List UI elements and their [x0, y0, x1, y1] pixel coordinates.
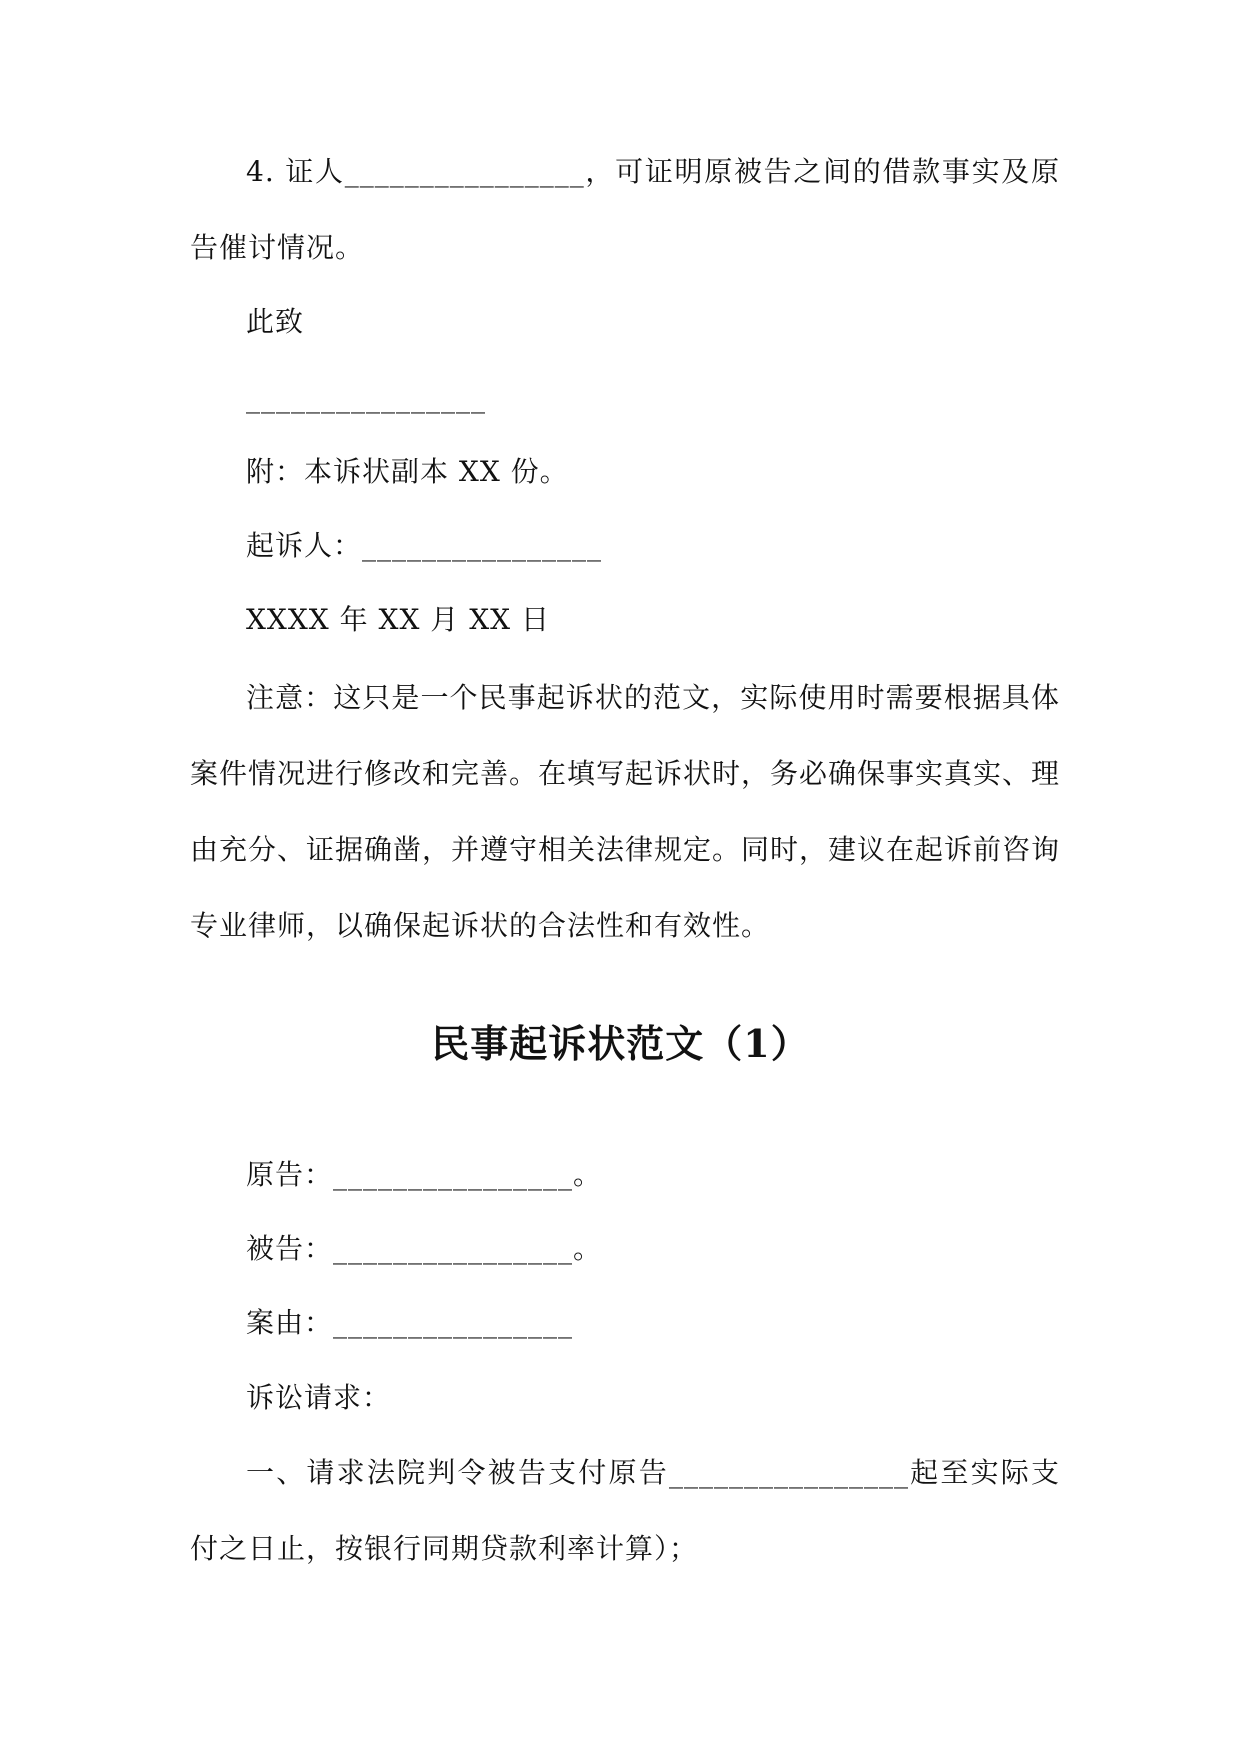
section-title: 民事起诉状范文（1）: [431, 1021, 810, 1066]
note-paragraph: 注意：这只是一个民事起诉状的范文，实际使用时需要根据具体案件情况进行修改和完善。在填写起诉状时，务必确保事实真实、理由充分、证据确凿，并遵守相关法律规定。同时，建议在起诉前咨询专业律师，以确保起诉状的合法性和有效性。: [190, 681, 1061, 942]
date-line: XXXX 年 XX 月 XX 日: [246, 603, 550, 636]
plaintiff-line: 原告：________________。: [246, 1158, 603, 1191]
attachment-note: 附：本诉状副本 XX 份。: [246, 455, 569, 488]
claim-item-1: 一、请求法院判令被告支付原告________________起至实际支付之日止，按银行同期贷款利率计算）；: [190, 1456, 1060, 1565]
court-blank-line: ________________: [246, 381, 486, 414]
salutation: 此致: [246, 305, 305, 338]
plaintiff-signature-line: 起诉人：________________: [246, 529, 603, 562]
claims-heading: 诉讼请求：: [246, 1381, 392, 1414]
witness-paragraph: 4. 证人________________，可证明原被告之间的借款事实及原告催讨情况。: [190, 155, 1060, 264]
defendant-line: 被告：________________。: [246, 1232, 603, 1265]
cause-line: 案由：________________: [246, 1306, 574, 1339]
